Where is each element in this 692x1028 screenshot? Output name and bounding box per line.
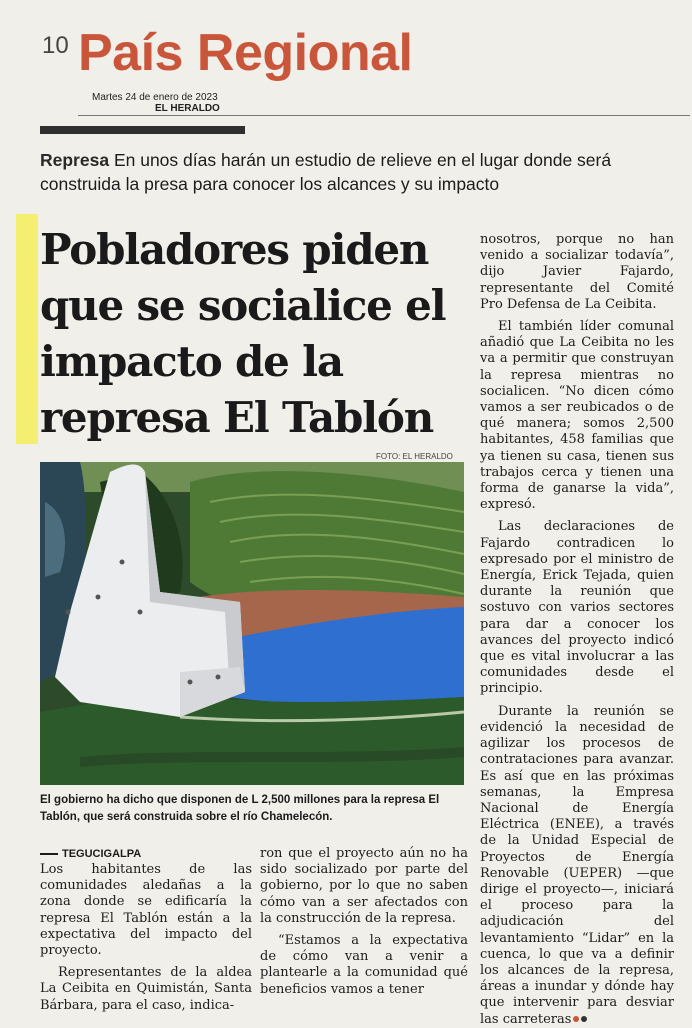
photo-caption: El gobierno ha dicho que disponen de L 2,500 millones para la represa El Tablón, que será construida sobre el río Chamelecón. — [40, 794, 440, 823]
kicker — [40, 148, 660, 196]
highlighter-mark — [16, 214, 38, 444]
dateline — [40, 848, 141, 860]
paragraph: “Estamos a la expectativa de cómo van a venir a plantearle a la comunidad qué beneficios vamos a tener — [260, 933, 468, 997]
kicker-label: Represa — [40, 150, 110, 170]
kicker-bar — [40, 126, 245, 134]
dateline-dash — [40, 853, 58, 855]
headline: Pobladores piden que se socialice el impacto de la represa El Tablón — [40, 225, 446, 442]
dam-model-photo — [40, 462, 464, 785]
paragraph: Representantes de la aldea La Ceibita en Quimistán, Santa Bárbara, para el caso, indica- — [40, 965, 252, 1013]
end-mark-icon — [573, 1016, 579, 1022]
paragraph: Las declaraciones de Fajardo contradicen lo expresado por el ministro de Energía, Erick Tejada, quien durante la reunión que sostuvo con varios sectores para dar a conocer los avances del proyecto indicó que es vital involucrar a las comunidades desde el principio. — [480, 519, 674, 697]
paragraph-last — [480, 704, 674, 1028]
article-column-3 — [480, 232, 674, 1028]
page-number: 10 — [42, 32, 69, 59]
publication-date: Martes 24 de enero de 2023 — [92, 92, 218, 103]
kicker-text: En unos días harán un estudio de relieve en el lugar donde será construida la presa para conocer los alcances y su impacto — [40, 150, 612, 194]
dateline-text: TEGUCIGALPA — [62, 848, 142, 860]
section-title: País Regional — [78, 24, 413, 82]
article-column-1 — [40, 862, 252, 1014]
paragraph-text: Durante la reunión se evidenció la necesidad de agilizar los procesos de contrataciones para avanzar. Es así que en las próximas semanas, la Empresa Nacional de Energía Eléctrica (ENEE), a través de la Unidad Especial de Proyectos de Energía Renovable (UEPER) —que dirige el proyecto—, iniciará el proceso para la adjudicación del levantamiento “Lidar” en la cuenca, lo que va a definir los alcances de la represa, áreas a inundar y dónde hay que intervenir para desviar las carreteras — [480, 703, 674, 1027]
paragraph: El también líder comunal añadió que La Ceibita no les va a permitir que construyan la represa mientras no socialicen. “No dicen cómo vamos a ser reubicados o de qué manera; somos 2,500 habitantes, 458 familias que ya tienen su casa, tienen sus trabajos cerca y tienen una forma de ganarse la vida”, expresó. — [480, 319, 674, 513]
paragraph: Los habitantes de las comunidades aledañas a la zona donde se edificaría la represa El Tablón están a la expectativa del impacto del proyecto. — [40, 862, 252, 959]
photo-credit: FOTO: EL HERALDO — [376, 452, 453, 461]
newspaper-name: EL HERALDO — [155, 103, 220, 114]
article-column-2 — [260, 846, 468, 998]
paragraph: nosotros, porque no han venido a socializar todavía”, dijo Javier Fajardo, representante del Comité Pro Defensa de La Ceibita. — [480, 232, 674, 312]
paragraph: ron que el proyecto aún no ha sido socializado por parte del gobierno, por lo que no saben cómo van a ser afectados con la construcción de la represa. — [260, 846, 468, 926]
header-rule — [78, 115, 690, 116]
end-mark-icon — [581, 1016, 587, 1022]
